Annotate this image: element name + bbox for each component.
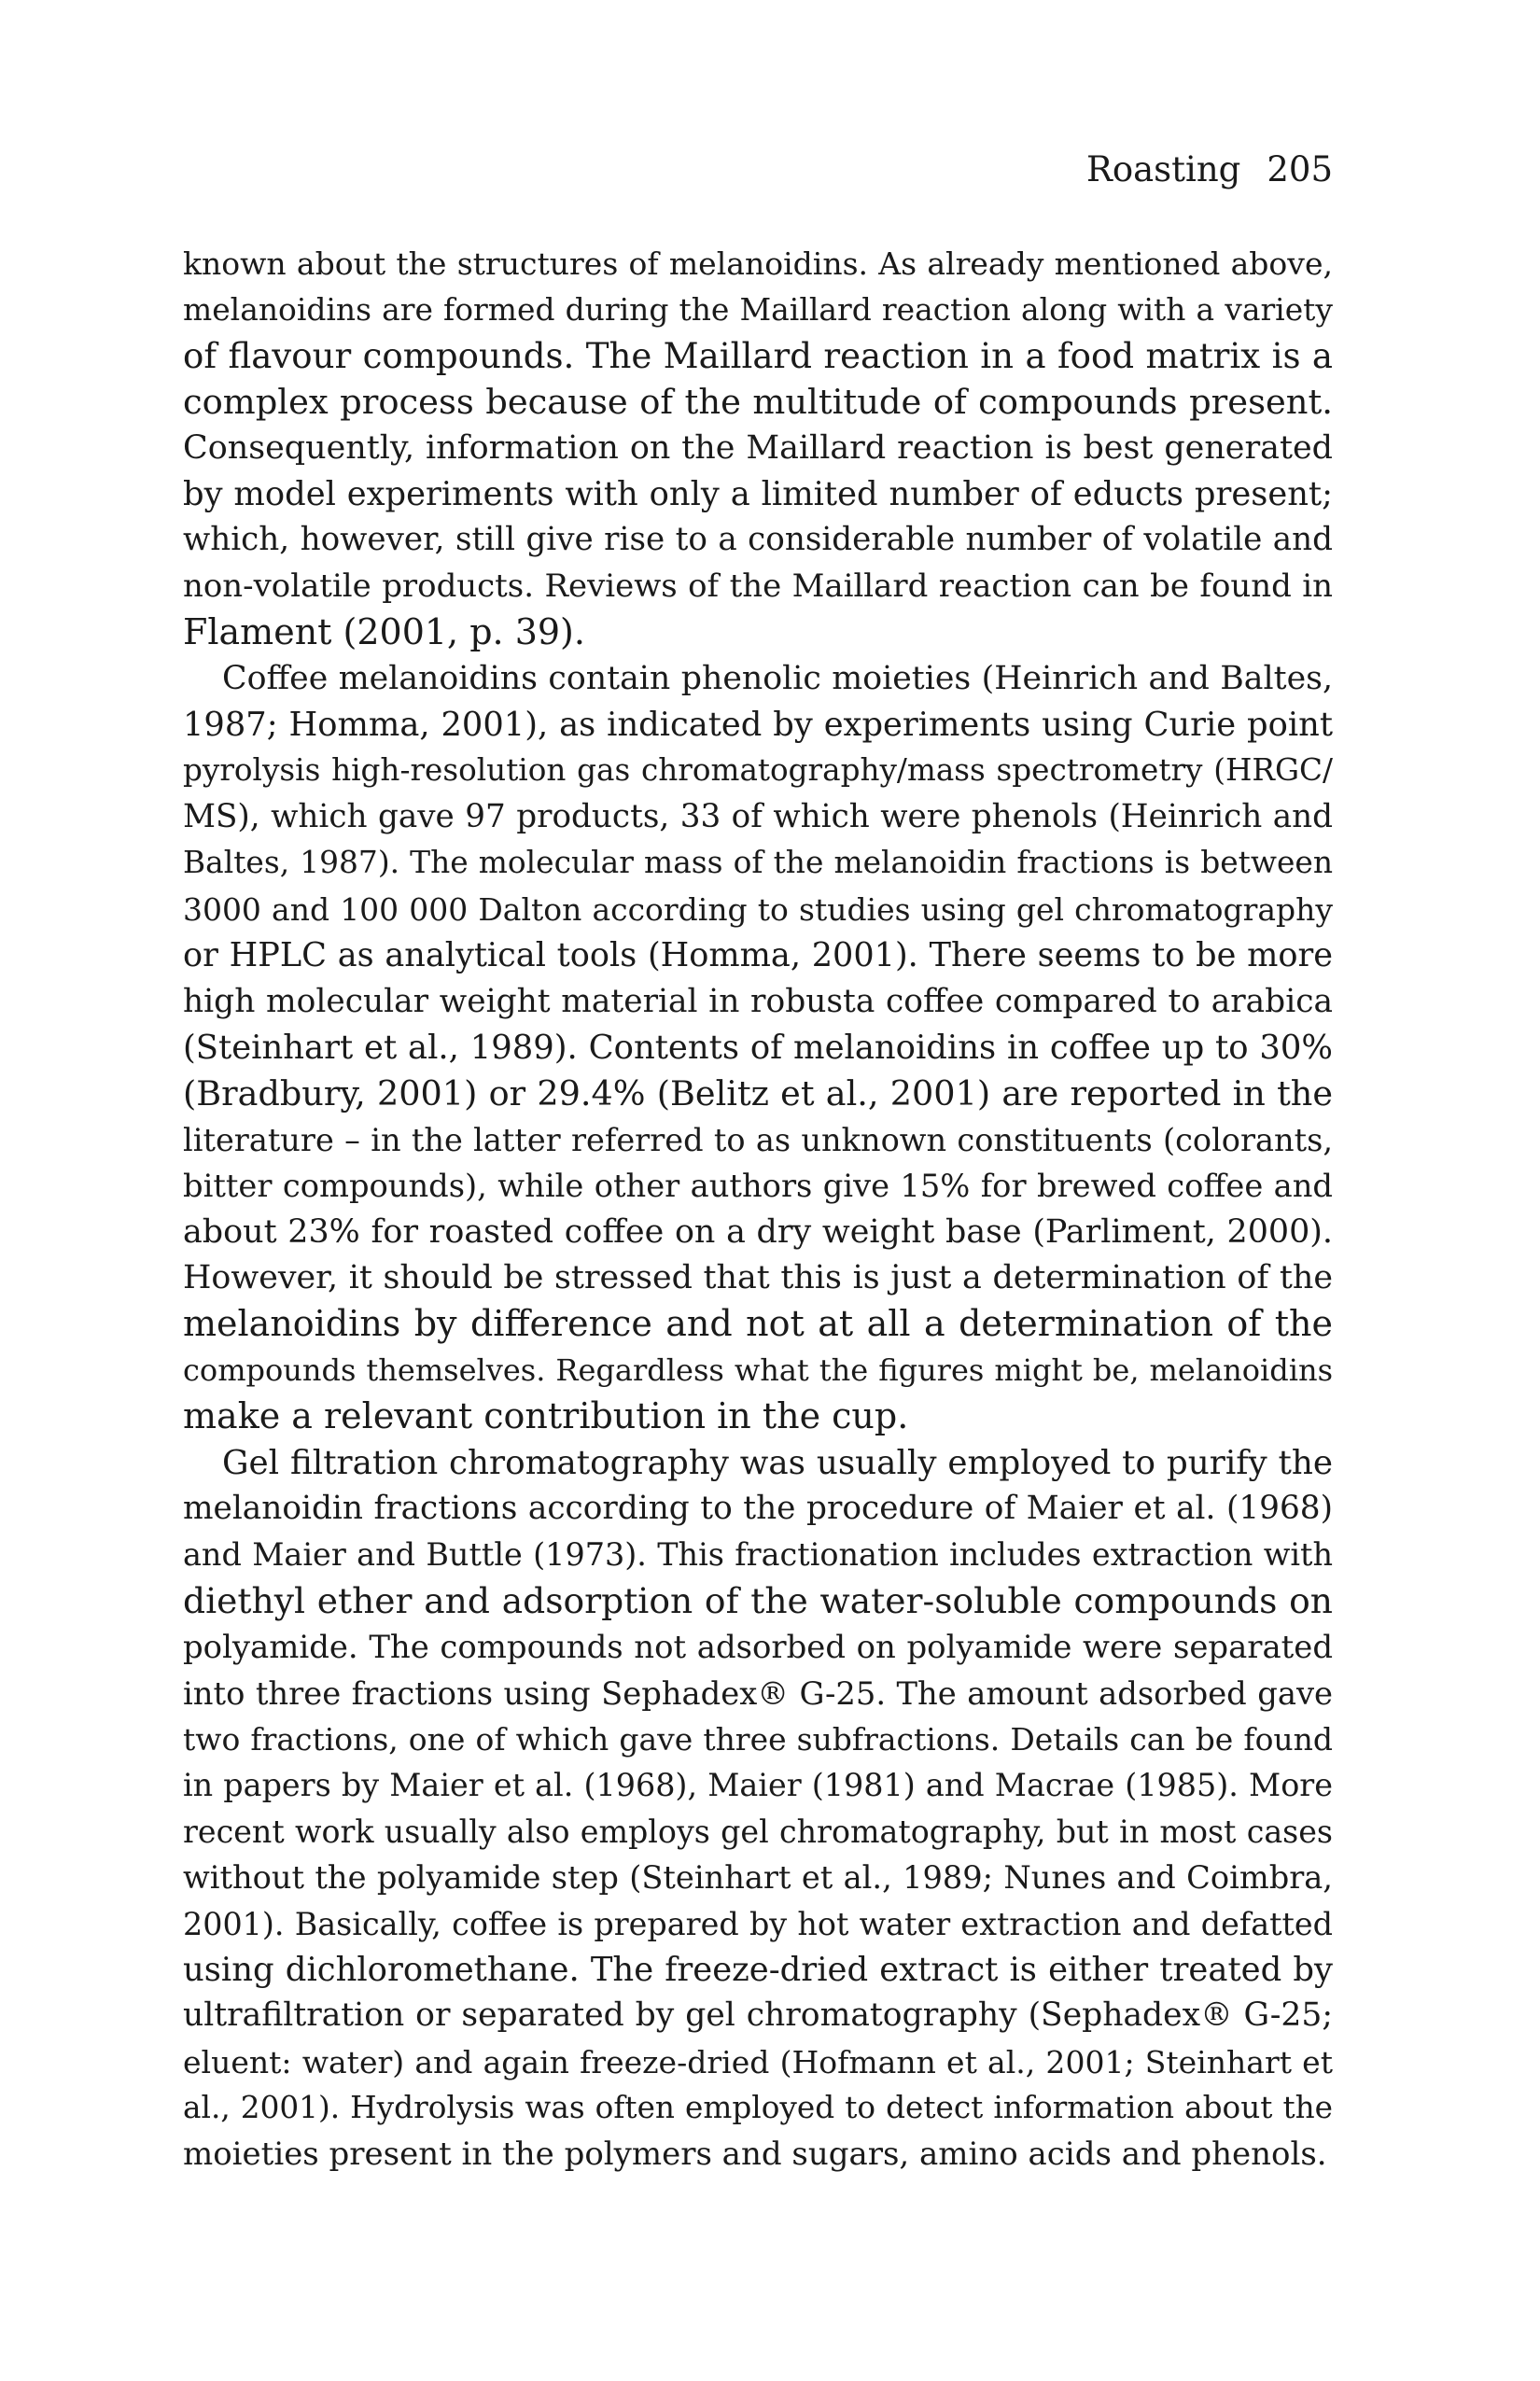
text-line: using dichloromethane. The freeze-dried extract is either treated by bbox=[183, 1951, 1333, 1990]
text-line: of flavour compounds. The Maillard reaction in a food matrix is a bbox=[183, 335, 1333, 376]
text-line: high molecular weight material in robusta coffee compared to arabica bbox=[183, 982, 1333, 1020]
text-line: Gel filtration chromatography was usually employed to purify the bbox=[222, 1443, 1333, 1482]
text-line: melanoidin fractions according to the procedure of Maier et al. (1968) bbox=[183, 1489, 1333, 1527]
text-line: However, it should be stressed that this is just a determination of the bbox=[183, 1258, 1333, 1296]
text-line: two fractions, one of which gave three subfractions. Details can be found bbox=[183, 1721, 1333, 1758]
text-line: literature – in the latter referred to as unknown constituents (colorants, bbox=[183, 1121, 1333, 1158]
text-line: complex process because of the multitude of compounds present. bbox=[183, 382, 1333, 423]
text-line: eluent: water) and again freeze-dried (Hofmann et al., 2001; Steinhart et bbox=[183, 2043, 1333, 2080]
text-line: which, however, still give rise to a considerable number of volatile and bbox=[183, 521, 1333, 559]
text-line: moieties present in the polymers and sugars, amino acids and phenols. bbox=[183, 2135, 1327, 2173]
text-line: melanoidins by difference and not at all a determination of the bbox=[183, 1303, 1333, 1345]
text-line: by model experiments with only a limited number of educts present; bbox=[183, 475, 1333, 514]
text-line: (Bradbury, 2001) or 29.4% (Belitz et al., 2001) are reported in the bbox=[183, 1073, 1333, 1114]
text-line: non-volatile products. Reviews of the Maillard reaction can be found in bbox=[183, 567, 1333, 605]
text-line: compounds themselves. Regardless what the figures might be, melanoidins bbox=[183, 1352, 1333, 1388]
text-line: make a relevant contribution in the cup. bbox=[183, 1395, 909, 1437]
text-line: about 23% for roasted coffee on a dry weight base (Parliment, 2000). bbox=[183, 1212, 1333, 1251]
paragraph-2 bbox=[183, 656, 1333, 1440]
text-line: melanoidins are formed during the Maillard reaction along with a variety bbox=[183, 291, 1333, 329]
text-line: and Maier and Buttle (1973). This fractionation includes extraction with bbox=[183, 1536, 1333, 1574]
text-line: Baltes, 1987). The molecular mass of the melanoidin fractions is between bbox=[183, 845, 1333, 881]
text-line: 1987; Homma, 2001), as indicated by experiments using Curie point bbox=[183, 706, 1333, 745]
text-line: Flament (2001, p. 39). bbox=[183, 611, 585, 653]
text-line: Consequently, information on the Maillard reaction is best generated bbox=[183, 428, 1333, 467]
text-line: Coffee melanoidins contain phenolic moieties (Heinrich and Baltes, bbox=[222, 659, 1333, 697]
text-line: ultrafiltration or separated by gel chromatography (Sephadex® G-25; bbox=[183, 1996, 1333, 2035]
text-line: bitter compounds), while other authors give 15% for brewed coffee and bbox=[183, 1168, 1333, 1205]
text-line: MS), which gave 97 products, 33 of which were phenols (Heinrich and bbox=[183, 797, 1333, 835]
paragraph-3 bbox=[183, 1440, 1333, 2178]
running-head bbox=[1086, 149, 1333, 190]
text-line: into three fractions using Sephadex® G-25. The amount adsorbed gave bbox=[183, 1674, 1333, 1712]
page-number: 205 bbox=[1267, 149, 1333, 189]
text-line: 2001). Basically, coffee is prepared by hot water extraction and defatted bbox=[183, 1905, 1333, 1942]
text-line: in papers by Maier et al. (1968), Maier (1981) and Macrae (1985). More bbox=[183, 1767, 1333, 1804]
text-line: al., 2001). Hydrolysis was often employed to detect information about the bbox=[183, 2090, 1333, 2126]
text-line: 3000 and 100 000 Dalton according to studies using gel chromatography bbox=[183, 890, 1333, 928]
body-text bbox=[183, 241, 1333, 2178]
text-line: without the polyamide step (Steinhart et al., 1989; Nunes and Coimbra, bbox=[183, 1859, 1333, 1897]
text-line: diethyl ether and adsorption of the water-soluble compounds on bbox=[183, 1579, 1333, 1621]
text-line: known about the structures of melanoidins. As already mentioned above, bbox=[183, 245, 1333, 282]
text-line: recent work usually also employs gel chromatography, but in most cases bbox=[183, 1813, 1333, 1850]
text-line: polyamide. The compounds not adsorbed on polyamide were separated bbox=[183, 1629, 1333, 1666]
text-line: or HPLC as analytical tools (Homma, 2001). There seems to be more bbox=[183, 936, 1333, 975]
text-line: pyrolysis high-resolution gas chromatography/mass spectrometry (HRGC/ bbox=[183, 752, 1333, 789]
paragraph-1 bbox=[183, 241, 1333, 656]
text-line: (Steinhart et al., 1989). Contents of melanoidins in coffee up to 30% bbox=[183, 1028, 1333, 1067]
running-head-title: Roasting bbox=[1085, 149, 1241, 189]
